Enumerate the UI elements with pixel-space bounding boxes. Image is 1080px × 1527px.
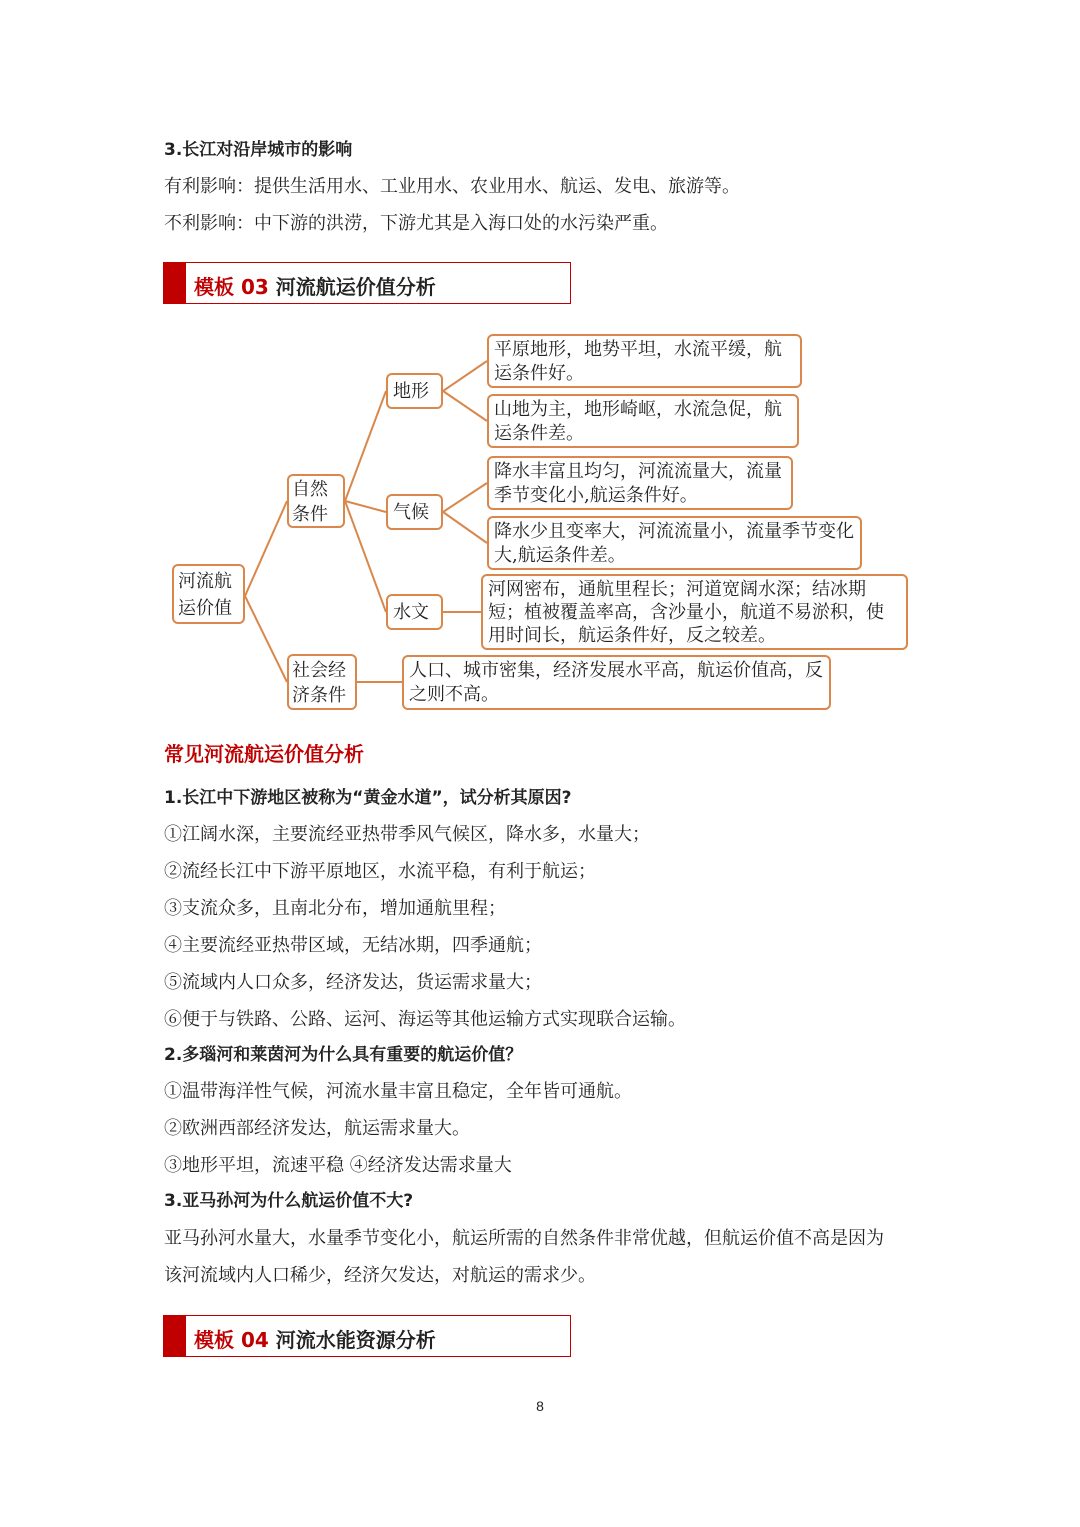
leaf-terrain-plain: 平原地形，地势平坦，水流平缓，航运条件好。 <box>487 334 802 388</box>
node-terrain: 地形 <box>386 373 443 409</box>
banner-title: 河流航运价值分析 <box>275 275 436 299</box>
q1-item: ④主要流经亚热带区域，无结冰期，四季通航； <box>164 935 542 956</box>
node-climate: 气候 <box>386 494 443 530</box>
q1-item: ⑤流域内人口众多，经济发达，货运需求量大； <box>164 972 542 993</box>
q1-item: ⑥便于与铁路、公路、运河、海运等其他运输方式实现联合运输。 <box>164 1009 686 1030</box>
question-1: 1.长江中下游地区被称为“黄金水道”，试分析其原因? <box>164 788 572 808</box>
section-heading: 3.长江对沿岸城市的影响 <box>164 140 353 160</box>
template-04-banner <box>163 1315 571 1357</box>
node-root: 河流航运价值 <box>172 564 245 624</box>
leaf-climate-good: 降水丰富且均匀，河流流量大，流量季节变化小,航运条件好。 <box>487 456 793 510</box>
q3-answer-line: 亚马孙河水量大，水量季节变化小，航运所需的自然条件非常优越，但航运价值不高是因为 <box>164 1228 884 1249</box>
negative-impact: 不利影响：中下游的洪涝，下游尤其是入海口处的水污染严重。 <box>164 213 668 234</box>
question-3: 3.亚马孙河为什么航运价值不大? <box>164 1191 414 1211</box>
leaf-social: 人口、城市密集，经济发展水平高，航运价值高，反之则不高。 <box>402 655 831 710</box>
q1-item: ②流经长江中下游平原地区，水流平稳，有利于航运； <box>164 861 596 882</box>
banner-label: 模板 04 <box>194 1328 269 1352</box>
positive-impact: 有利影响：提供生活用水、工业用水、农业用水、航运、发电、旅游等。 <box>164 176 740 197</box>
connector-natural-climate <box>345 501 386 512</box>
banner-label: 模板 03 <box>194 275 269 299</box>
q3-answer-line: 该河流域内人口稀少，经济欠发达，对航运的需求少。 <box>164 1265 596 1286</box>
connector-terrain-t1 <box>443 361 487 391</box>
leaf-climate-poor: 降水少且变率大，河流流量小，流量季节变化大,航运条件差。 <box>487 516 862 570</box>
connector-natural-terrain <box>345 391 386 501</box>
connector-climate-c2 <box>443 512 487 543</box>
node-social: 社会经济条件 <box>287 654 357 710</box>
question-2: 2.多瑙河和莱茵河为什么具有重要的航运价值？ <box>164 1045 523 1065</box>
node-hydro: 水文 <box>386 594 443 630</box>
connector-natural-hydro <box>345 501 386 612</box>
q1-item: ①江阔水深，主要流经亚热带季风气候区，降水多，水量大； <box>164 824 650 845</box>
q2-item: ①温带海洋性气候，河流水量丰富且稳定，全年皆可通航。 <box>164 1081 632 1102</box>
q2-item: ③地形平坦，流速平稳 ④经济发达需求量大 <box>164 1155 512 1176</box>
leaf-terrain-mountain: 山地为主，地形崎岖，水流急促，航运条件差。 <box>487 394 799 448</box>
banner-title: 河流水能资源分析 <box>275 1328 436 1352</box>
connector-terrain-t2 <box>443 391 487 421</box>
connector-root-natural <box>245 501 287 596</box>
connector-climate-c1 <box>443 483 487 512</box>
page-number: 8 <box>536 1398 544 1414</box>
connector-root-social <box>245 596 287 682</box>
q2-item: ②欧洲西部经济发达，航运需求量大。 <box>164 1118 470 1139</box>
banner-accent-bar <box>164 1316 186 1356</box>
q1-item: ③支流众多，且南北分布，增加通航里程； <box>164 898 506 919</box>
common-analysis-heading: 常见河流航运价值分析 <box>164 742 364 766</box>
node-natural: 自然条件 <box>287 474 345 528</box>
leaf-hydro: 河网密布，通航里程长；河道宽阔水深；结冰期短；植被覆盖率高，含沙量小，航道不易淤积，使用时间长，航运条件好，反之较差。 <box>481 574 908 650</box>
